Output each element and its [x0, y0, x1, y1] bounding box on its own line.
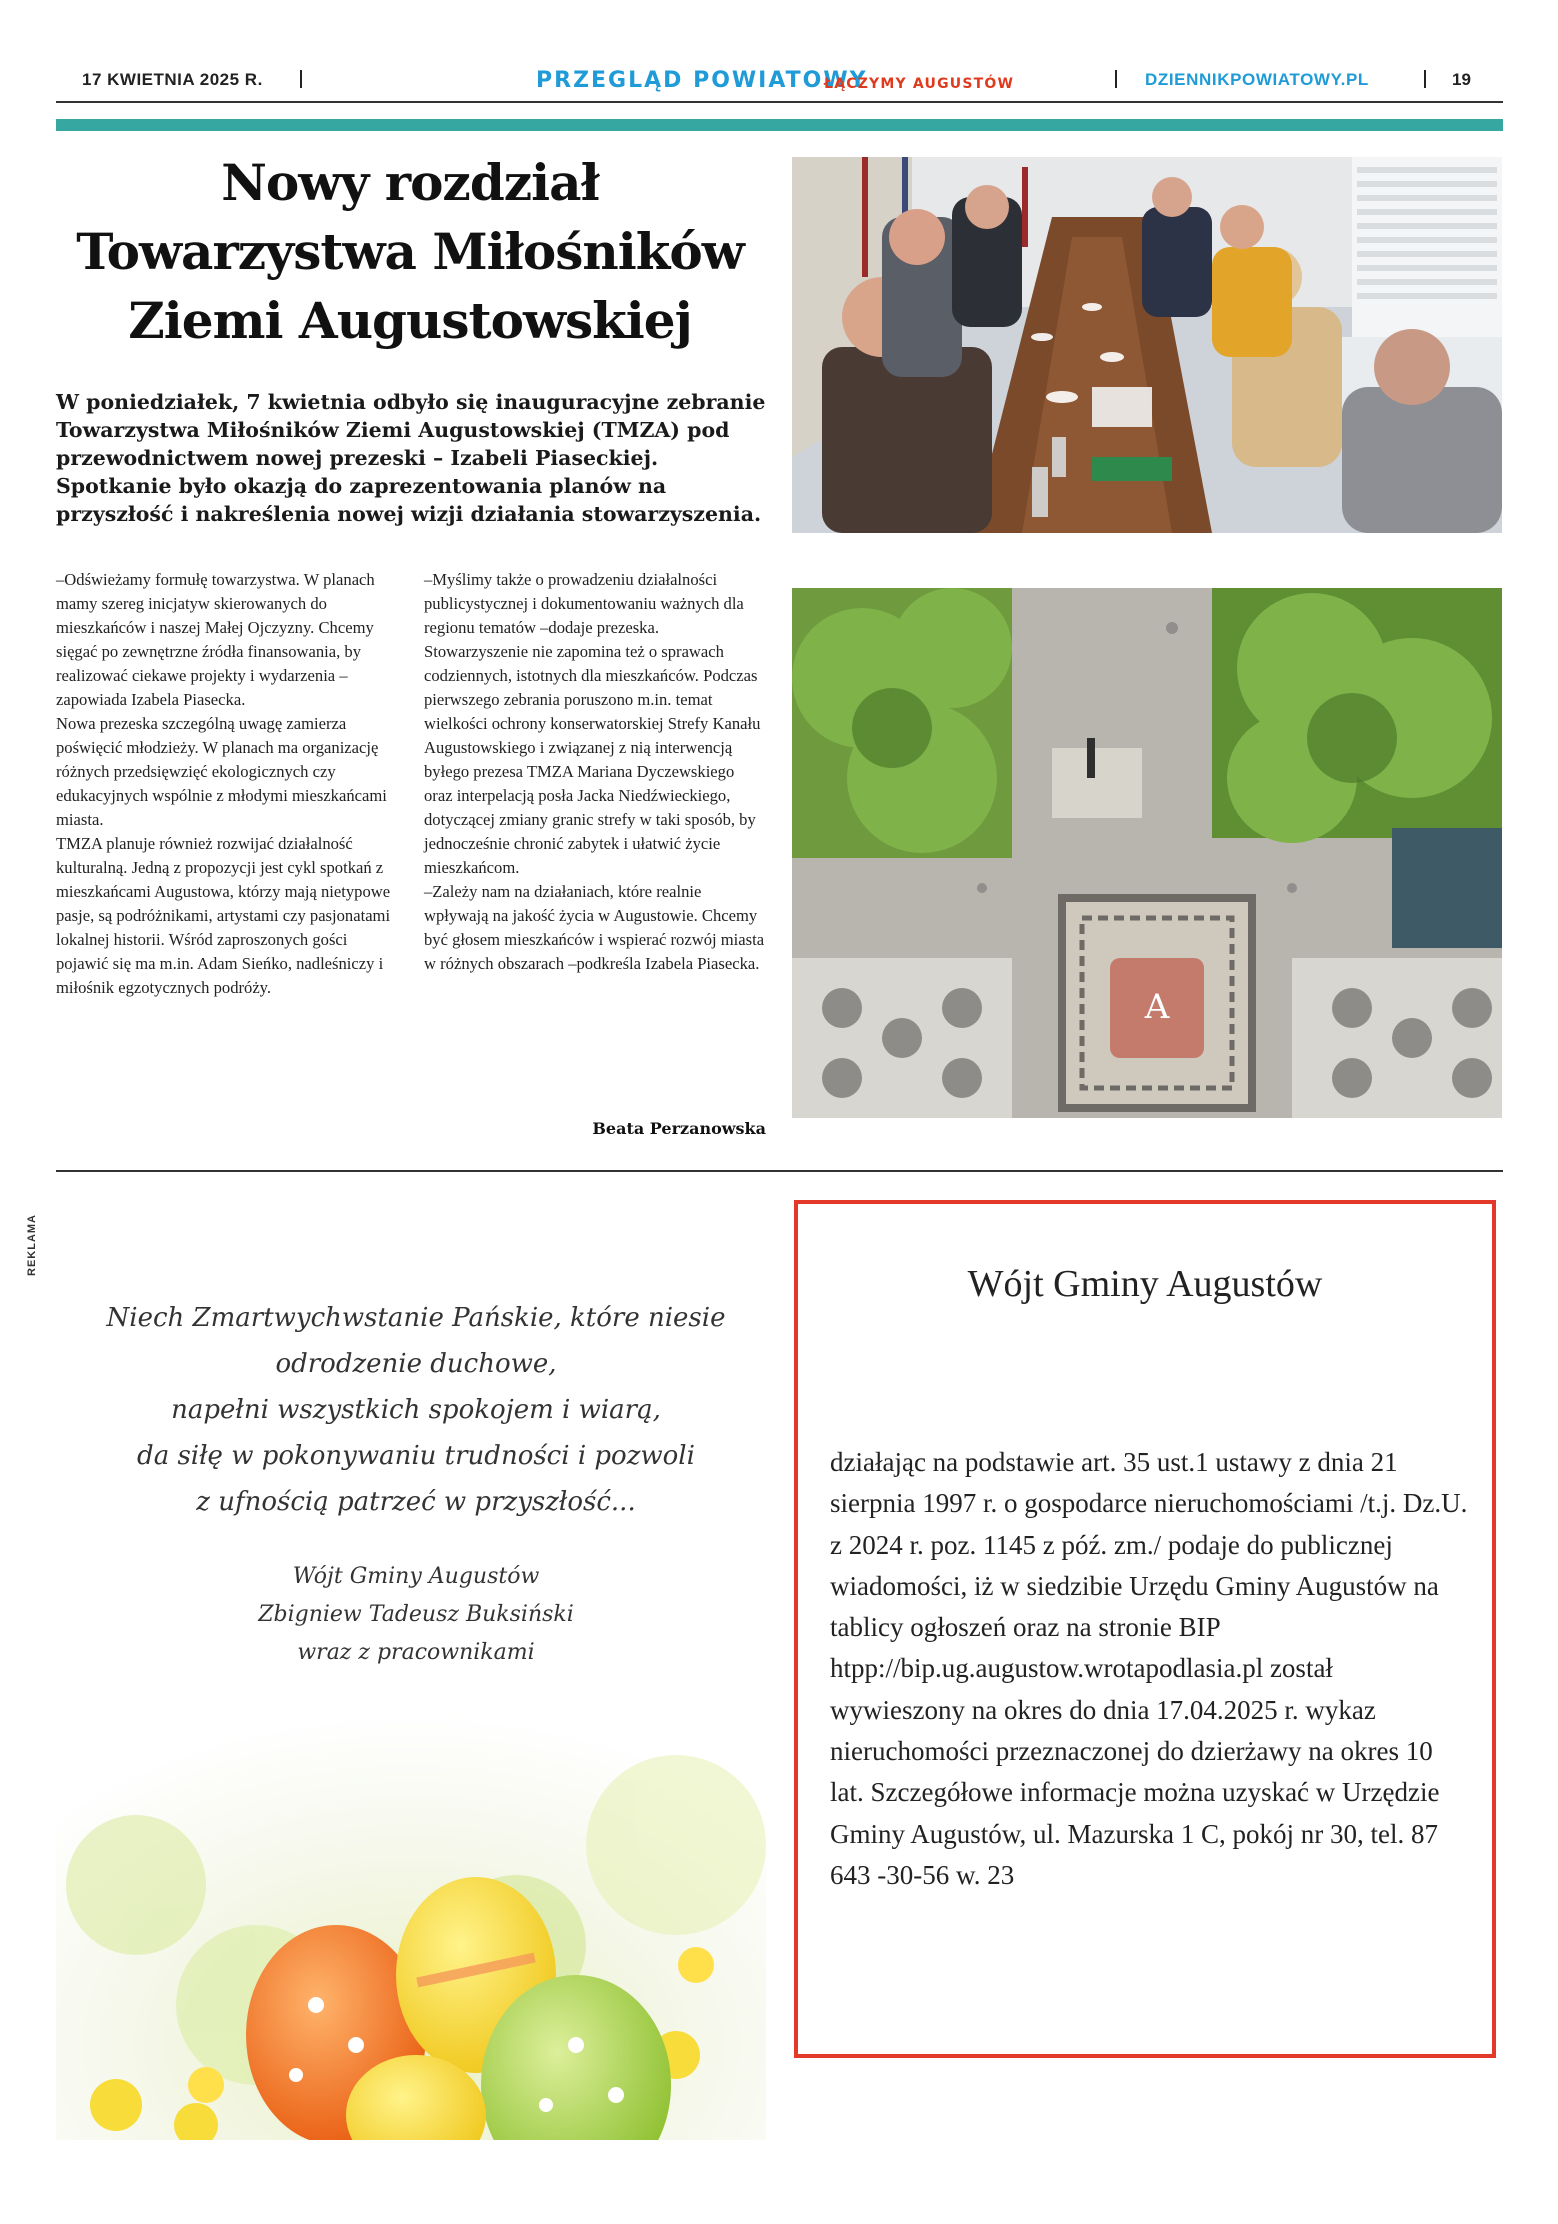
advertisement-label: REKLAMA [26, 1214, 38, 1276]
easter-greeting-ad [56, 1245, 766, 2140]
article-column-2: –Myślimy także o prowadzeniu działalności publicystycznej i dokumentowaniu ważnych dla regionu tematów –dodaje prezeska. Stowarzyszenie nie zapomina też o sprawach codziennych, istotnych dla mieszkańców. Podczas pierwszego zebrania poruszono m.in. temat wielkości ochrony konserwatorskiej Strefy Kanału Augustowskiego i związanej z nią interwencją byłego prezesa TMZA Mariana Dyczewskiego oraz interpelacją posła Jacka Niedźwieckiego, dotyczącej zmiany granic strefy w taki sposób, by jednocześnie chronić zabytek i ułatwić życie mieszkańcom. –Zależy nam na działaniach, które realnie wpływają na jakość życia w Augustowie. Chcemy być głosem mieszkańców i wspierać rozwój miasta w różnych obszarach –podkreśla Izabela Piasecka. [424, 570, 765, 973]
header-accent-bar [56, 119, 1503, 131]
notice-body: działając na podstawie art. 35 ust.1 ustawy z dnia 21 sierpnia 1997 r. o gospodarce nieruchomościami /t.j. Dz.U. z 2024 r. poz. 1145 z póź. zm./ podaje do publicznej wiadomości, iż w siedzibie Urzędu Gminy Augustów na tablicy ogłoszeń oraz na stronie BIP htpp://bip.ug.augustow.wrotapodlasia.pl został wywieszony na okres do dnia 17.04.2025 r. wykaz nieruchomości przeznaczonej do dzierżawy na okres 10 lat. Szczegółowe informacje można uzyskać w Urzędzie Gminy Augustów, ul. Mazurska 1 C, pokój nr 30, tel. 87 643 -30-56 w. 23 [830, 1447, 1468, 1890]
svg-text:A: A [1144, 987, 1170, 1027]
official-notice-box [794, 1200, 1496, 2058]
aerial-square-photo [792, 588, 1502, 1118]
meeting-photo [792, 157, 1502, 533]
header-divider [1424, 70, 1426, 88]
article-lead: W poniedziałek, 7 kwietnia odbyło się inauguracyjne zebranie Towarzystwa Miłośników Ziemi Augustowskiej (TMZA) pod przewodnictwem nowej prezeski – Izabeli Piaseckiej. Spotkanie było okazją do zaprezentowania planów na przyszłość i nakreślenia nowej wizji działania stowarzyszenia. [56, 390, 766, 526]
greeting-signature: Wójt Gminy Augustów Zbigniew Tadeusz Buksiński wraz z pracownikami [258, 1564, 574, 1665]
article-column-1: –Odświeżamy formułę towarzystwa. W planach mamy szereg inicjatyw skierowanych do mieszkańców i naszej Małej Ojczyzny. Chcemy sięgać po zewnętrzne źródła finansowania, by realizować ciekawe projekty i wydarzenia –zapowiada Izabela Piasecka. Nowa prezeska szczególną uwagę zamierza poświęcić młodzieży. W planach ma organizację różnych przedsięwzięć ekologicznych czy edukacyjnych wspólnie z młodymi mieszkańcami miasta. TMZA planuje również rozwijać działalność kulturalną. Jedną z propozycji jest cykl spotkań z mieszkańcami Augustowa, którzy mają nietypowe pasje, są podróżnikami, artystami czy pasjonatami lokalnej historii. Wśród zaproszonych gości pojawić się ma m.in. Adam Sieńko, nadleśniczy i miłośnik egzotycznych podróży. [56, 570, 391, 997]
page-number: 19 [1452, 70, 1471, 89]
header-rule [56, 101, 1503, 103]
header-divider [1115, 70, 1117, 88]
header-divider [300, 70, 302, 88]
issue-date: 17 KWIETNIA 2025 R. [82, 70, 263, 89]
notice-title: Wójt Gminy Augustów [967, 1263, 1323, 1305]
article-headline: Nowy rozdział Towarzystwa Miłośników Ziemi Augustowskiej [76, 153, 744, 350]
easter-greeting-text: Niech Zmartwychwstanie Pańskie, które niesie odrodzenie duchowe, napełni wszystkich spokojem i wiarą, da siłę w pokonywaniu trudności i pozwoli z ufnością patrzeć w przyszłość... [106, 1303, 726, 1517]
article-author: Beata Perzanowska [592, 1119, 766, 1138]
newspaper-title: PRZEGLĄD POWIATOWY [536, 68, 868, 93]
website-link[interactable]: DZIENNIKPOWIATOWY.PL [1145, 70, 1369, 89]
newspaper-slogan: ŁĄCZYMY AUGUSTÓW [824, 76, 1015, 92]
section-rule [56, 1170, 1503, 1172]
